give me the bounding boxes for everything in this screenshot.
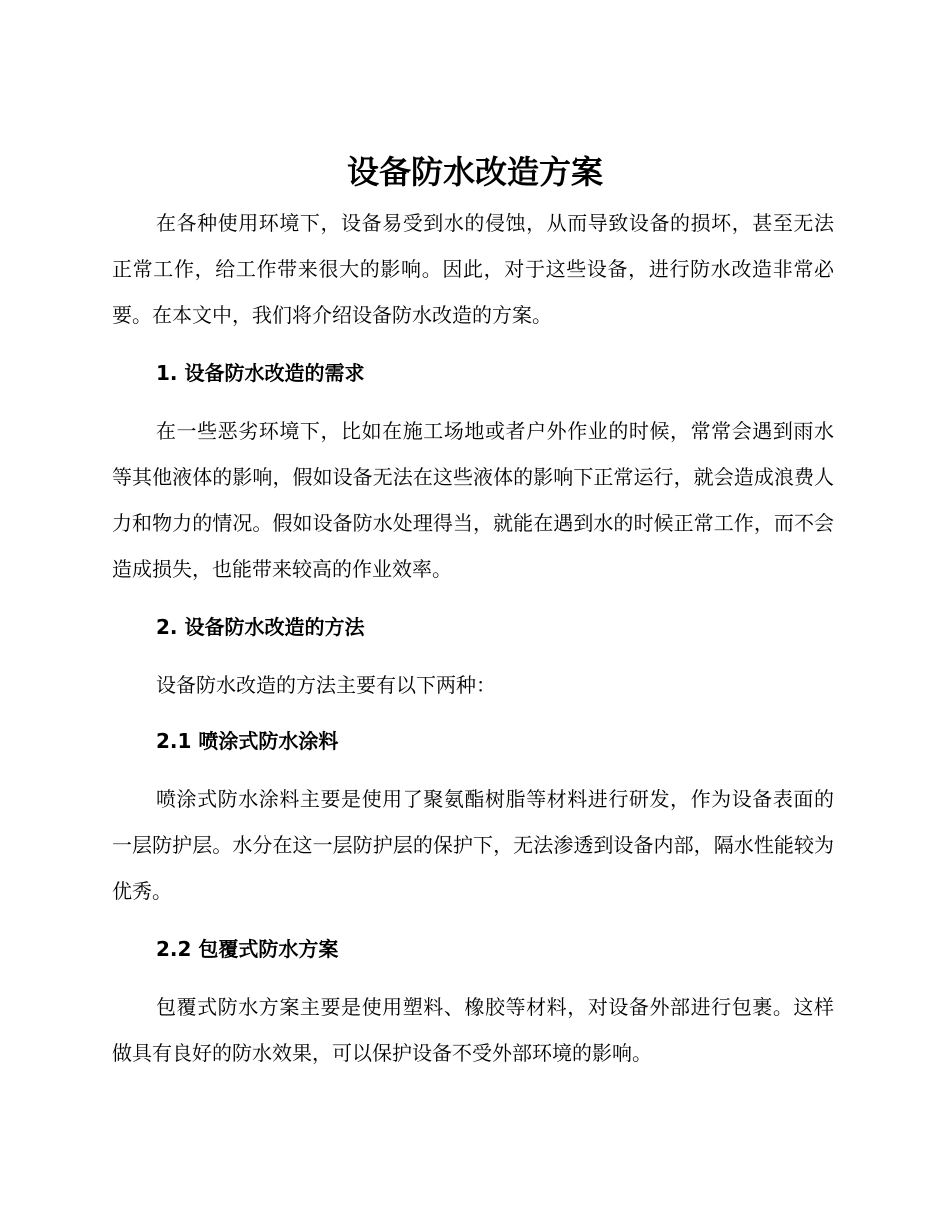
section-2-1-paragraph: 喷涂式防水涂料主要是使用了聚氨酯树脂等材料进行研发，作为设备表面的一层防护层。水分在这一层防护层的保护下，无法渗透到设备内部，隔水性能较为优秀。 bbox=[112, 787, 834, 903]
section-2-paragraph: 设备防水改造的方法主要有以下两种： bbox=[156, 673, 496, 697]
section-1-heading: 1. 设备防水改造的需求 bbox=[156, 361, 365, 385]
section-2-heading: 2. 设备防水改造的方法 bbox=[156, 615, 365, 639]
document-body bbox=[112, 200, 834, 1076]
document-title: 设备防水改造方案 bbox=[346, 153, 603, 191]
section-2-2-paragraph: 包覆式防水方案主要是使用塑料、橡胶等材料，对设备外部进行包裹。这样做具有良好的防水效果，可以保护设备不受外部环境的影响。 bbox=[112, 995, 834, 1065]
section-2-1-heading: 2.1 喷涂式防水涂料 bbox=[156, 729, 339, 753]
intro-paragraph: 在各种使用环境下，设备易受到水的侵蚀，从而导致设备的损坏，甚至无法正常工作，给工作带来很大的影响。因此，对于这些设备，进行防水改造非常必要。在本文中，我们将介绍设备防水改造的方案。 bbox=[112, 211, 834, 327]
section-1-paragraph: 在一些恶劣环境下，比如在施工场地或者户外作业的时候，常常会遇到雨水等其他液体的影响，假如设备无法在这些液体的影响下正常运行，就会造成浪费人力和物力的情况。假如设备防水处理得当，就能在遇到水的时候正常工作，而不会造成损失，也能带来较高的作业效率。 bbox=[112, 419, 834, 581]
section-2-2-heading: 2.2 包覆式防水方案 bbox=[156, 937, 339, 961]
